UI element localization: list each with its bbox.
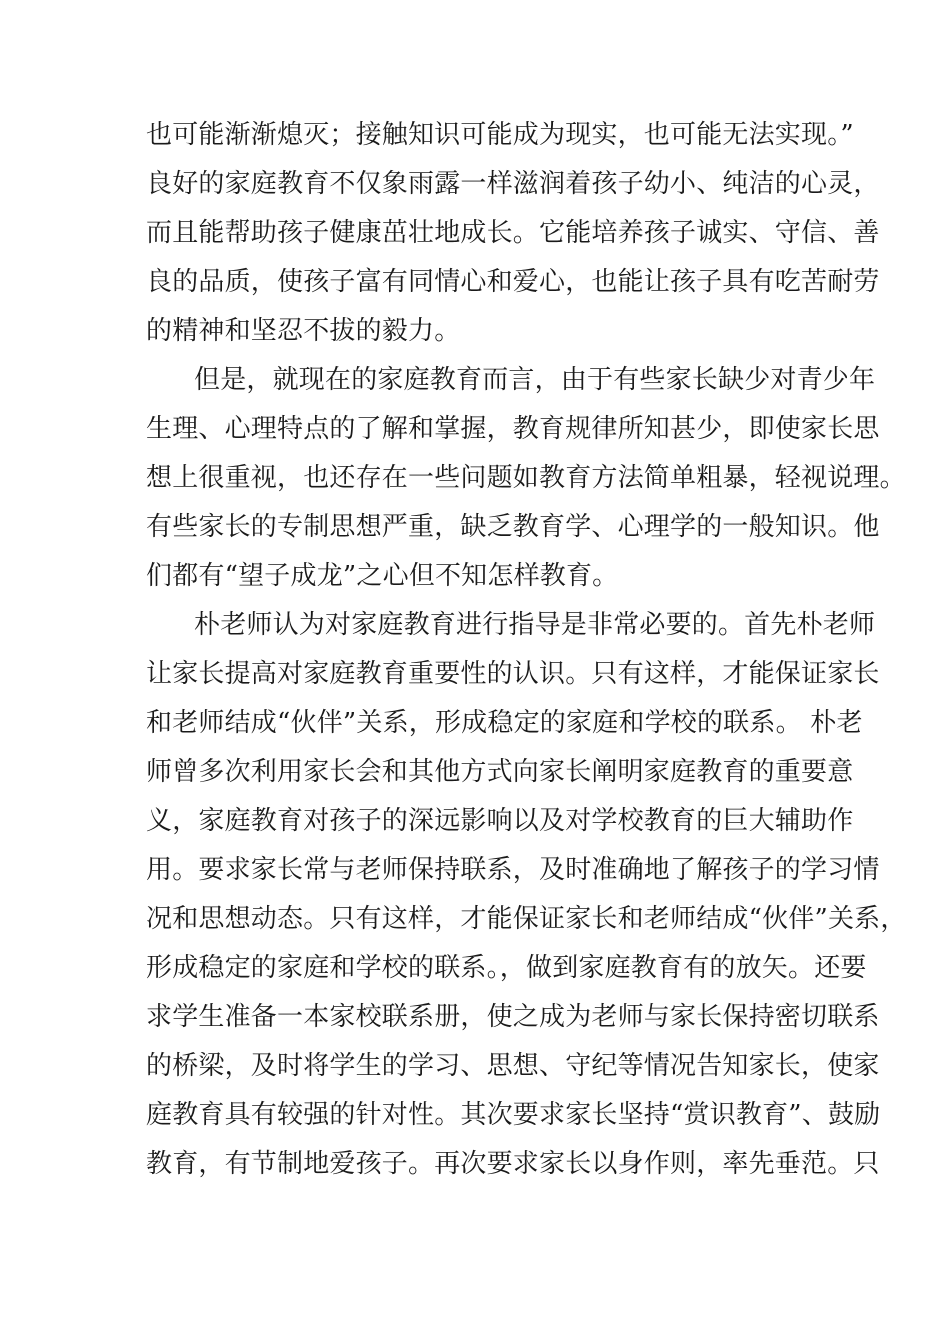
text-line: 义，家庭教育对孩子的深远影响以及对学校教育的巨大辅助作 <box>146 806 854 836</box>
text-line: 用。要求家长常与老师保持联系，及时准确地了解孩子的学习情 <box>146 855 880 885</box>
text-line: 生理、心理特点的了解和掌握，教育规律所知甚少，即使家长思 <box>146 414 880 444</box>
text-line: 求学生准备一本家校联系册，使之成为老师与家长保持密切联系 <box>146 1002 880 1032</box>
text-line: 有些家长的专制思想严重，缺乏教育学、心理学的一般知识。他 <box>146 512 880 542</box>
text-line: 想上很重视，也还存在一些问题如教育方法简单粗暴，轻视说理。 <box>146 463 906 493</box>
text-line: 让家长提高对家庭教育重要性的认识。只有这样，才能保证家长 <box>146 659 880 689</box>
text-line: 而且能帮助孩子健康茁壮地成长。它能培养孩子诚实、守信、善 <box>146 218 880 248</box>
text-line: 和老师结成“伙伴”关系，形成稳定的家庭和学校的联系。 朴老 <box>146 708 863 738</box>
paragraph-first-line: 但是，就现在的家庭教育而言，由于有些家长缺少对青少年 <box>194 365 876 395</box>
text-line: 良好的家庭教育不仅象雨露一样滋润着孩子幼小、纯洁的心灵， <box>146 169 880 199</box>
text-line: 教育，有节制地爱孩子。再次要求家长以身作则，率先垂范。只 <box>146 1149 880 1179</box>
text-line: 们都有“望子成龙”之心但不知怎样教育。 <box>146 561 619 591</box>
text-line: 也可能渐渐熄灭；接触知识可能成为现实，也可能无法实现。” <box>146 120 854 150</box>
text-line: 师曾多次利用家长会和其他方式向家长阐明家庭教育的重要意 <box>146 757 854 787</box>
text-line: 良的品质，使孩子富有同情心和爱心，也能让孩子具有吃苦耐劳 <box>146 267 880 297</box>
text-line: 况和思想动态。只有这样，才能保证家长和老师结成“伙伴”关系， <box>146 904 907 934</box>
text-line: 的桥梁，及时将学生的学习、思想、守纪等情况告知家长，使家 <box>146 1051 880 1081</box>
text-line: 庭教育具有较强的针对性。其次要求家长坚持“赏识教育”、鼓励 <box>146 1100 881 1130</box>
text-line: 的精神和坚忍不拔的毅力。 <box>146 316 461 346</box>
paragraph-first-line: 朴老师认为对家庭教育进行指导是非常必要的。首先朴老师 <box>194 610 876 640</box>
text-line: 形成稳定的家庭和学校的联系。，做到家庭教育有的放矢。还要 <box>146 953 867 983</box>
